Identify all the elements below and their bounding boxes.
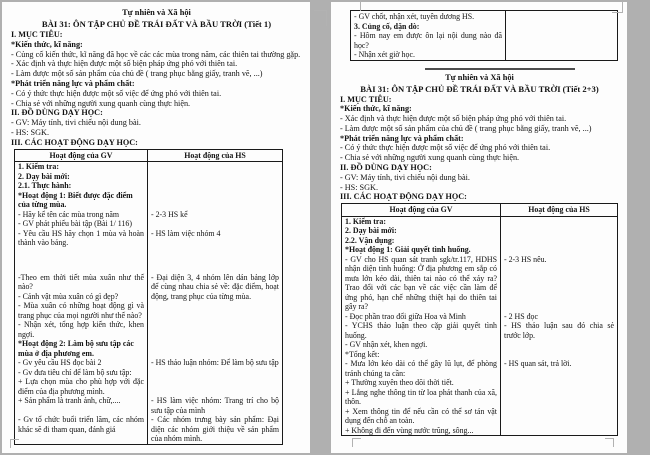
table-row — [15, 339, 282, 358]
doc-line: II. ĐỒ DÙNG DẠY HỌC: — [340, 163, 432, 173]
doc-line: - Làm được một số sản phẩm của chủ đề ( trang phục bằng giấy, tranh vẽ, ...) — [11, 69, 263, 79]
doc-line: - 2-3 HS nêu. — [504, 254, 547, 264]
doc-line: -Theo em thời tiết mùa xuân như thế nào? — [18, 272, 144, 292]
doc-line: - Chia sẻ với những người xung quanh cùng thực hiện. — [11, 98, 191, 108]
crop-mark — [360, 0, 361, 11]
page2-subject-heading: Tự nhiên và Xã hội — [445, 72, 514, 82]
doc-line: + Sản phẩm là tranh ảnh, chữ,.... — [18, 396, 121, 406]
lesson-divider-rule — [425, 68, 575, 70]
doc-line: + Xem thông tin để nếu cần có thể sơ tán vật dụng đến chỗ an toàn. — [345, 406, 497, 426]
doc-line: - Xác định và thực hiện được một số biện pháp ứng phó với thiên tai. — [11, 59, 238, 69]
page1-subject-heading: Tự nhiên và Xã hội — [122, 8, 191, 17]
doc-line: - Mùa xuân có những hoạt động gì và trang phục của mọi người như thế nào? — [18, 301, 144, 320]
doc-line: - Đại diện 3, 4 nhóm lên dán bảng lớp để cùng nhau chia sẻ về: đặc điểm, hoạt động, trang phục của từng mùa. — [151, 272, 279, 301]
doc-line: - GV nhận xét, khen ngợi. — [345, 340, 428, 350]
gv-cell — [15, 396, 148, 415]
gv-header-cell: Hoạt động của GV — [342, 204, 501, 216]
hs-header-cell: Hoạt động của HS — [528, 205, 590, 215]
doc-line: II. ĐỒ DÙNG DẠY HỌC: — [11, 108, 103, 118]
doc-line: - Có ý thức thực hiện được một số việc để ứng phó với thiên tai. — [340, 143, 551, 153]
doc-line: + Thường xuyên theo dõi thời tiết. — [345, 378, 454, 388]
doc-line: *Hoạt động 1: Biết được đặc điểm của từng mùa. — [18, 190, 133, 210]
doc-line: - HS làm việc nhóm 4 — [151, 228, 221, 238]
gv-cell — [15, 229, 148, 248]
doc-line: *Phát triển năng lực và phẩm chất: — [340, 133, 464, 143]
table-row — [15, 368, 282, 397]
doc-line: I. MỤC TIÊU: — [11, 30, 63, 39]
page-2 — [331, 2, 627, 453]
table-row — [15, 396, 282, 415]
page2-continuation-table — [350, 10, 618, 61]
hs-cell — [501, 312, 617, 322]
gv-cell — [342, 359, 501, 435]
doc-line: - GV cho HS quan sát tranh sgk/tr.117, HDHS nhận diện tình huống: Ở địa phương em sắp có mưa lớn kéo dài, thiên tai nào có thể xảy ra? Trao đổi với các bạn về các việc cần làm để ứng phó, hạn chế những thiệt hại do thiên tai gây ra? — [345, 254, 497, 312]
table-row — [15, 162, 282, 210]
hs-cell — [148, 396, 282, 415]
crop-mark — [10, 439, 11, 448]
doc-line: *Phát triển năng lực và phẩm chất: — [11, 78, 135, 88]
table-row — [342, 255, 617, 312]
doc-line: 2. Dạy bài mới: — [345, 226, 397, 236]
crop-mark — [613, 438, 614, 447]
doc-line: *Kiến thức, kĩ năng: — [340, 104, 412, 114]
doc-line: 1. Kiểm tra: — [345, 216, 386, 226]
doc-line: - Nhận xét, tổng hợp kiến thức, khen ngợi. — [18, 320, 144, 339]
doc-line: - GV phát phiếu bài tập (Bài 1/ 116) — [18, 219, 132, 229]
gv-cell — [15, 358, 148, 368]
hs-cell — [148, 339, 282, 358]
doc-line — [18, 255, 144, 265]
table-row — [15, 210, 282, 220]
page1-activities-table — [14, 149, 283, 445]
table-row — [15, 219, 282, 229]
doc-line: - Làm được một số sản phẩm của chủ đề ( trang phục bằng giấy, tranh vẽ, ...) — [340, 123, 592, 133]
doc-line: - Củng cố kiến thức, kĩ năng đã học về các các mùa trong năm, các thiên tai thường gặp. — [11, 49, 301, 59]
doc-line: I. MỤC TIÊU: — [340, 94, 392, 104]
doc-line: 1. Kiểm tra: — [18, 162, 59, 172]
gv-cell — [351, 11, 506, 60]
hs-cell — [148, 368, 282, 397]
page-2-content — [331, 2, 627, 436]
doc-line: 2. Dạy bài mới: — [18, 171, 70, 181]
doc-line: *Tổng kết: — [345, 349, 380, 359]
gv-header-cell: Hoạt động của GV — [15, 150, 148, 162]
doc-line: - Có ý thức thực hiện được một số việc để ứng phó với thiên tai. — [11, 88, 222, 98]
table-header-row — [15, 150, 282, 163]
doc-line: *Kiến thức, kĩ năng: — [11, 39, 83, 49]
doc-line: - Đọc phần trao đổi giữa Hoa và Minh — [345, 311, 466, 321]
gv-cell — [15, 219, 148, 229]
hs-cell — [501, 340, 617, 359]
doc-line: - Gv yêu cầu HS đọc bài 2 — [18, 358, 102, 368]
doc-line: - Gv đưa tiêu chí để làm bộ sưu tập: — [18, 367, 132, 377]
hs-cell — [148, 219, 282, 229]
doc-line: III. CÁC HOẠT ĐỘNG DẠY HỌC: — [11, 137, 138, 147]
gv-cell — [15, 368, 148, 397]
table-row — [351, 11, 617, 60]
table-row — [15, 229, 282, 248]
page-1 — [2, 2, 310, 453]
hs-cell — [148, 248, 282, 340]
crop-mark — [10, 439, 19, 440]
doc-line: - Gv tổ chức buổi triển lãm, các nhóm khác sẽ đi tham quan, đánh giá — [18, 415, 144, 434]
doc-line: 3. Củng cố, dặn dò: — [354, 21, 420, 31]
doc-line: - HS quan sát, trả lời. — [504, 359, 572, 369]
doc-line: - Các nhóm trưng bày sản phẩm: Đại diện các nhóm giới thiệu về sản phẩm của nhóm mình. — [151, 415, 279, 444]
table-row — [342, 312, 617, 322]
hs-cell — [148, 358, 282, 368]
page-1-content — [2, 2, 310, 445]
table-row — [342, 321, 617, 340]
doc-line: *Hoạt động 2: Làm bộ sưu tập các mùa ở địa phương em. — [18, 339, 134, 358]
gv-cell — [342, 255, 501, 312]
doc-line: - HS thảo luận nhóm: Để làm bộ sưu tập — [151, 358, 279, 368]
doc-line: 2.2. Vận dụng: — [345, 235, 395, 245]
doc-line: - YCHS thảo luận theo cặp giải quyết tình huống. — [345, 321, 497, 340]
gv-cell — [342, 321, 501, 340]
doc-line: - HS thảo luận sau đó chia sẻ trước lớp. — [504, 321, 614, 340]
hs-header-cell: Hoạt động của HS — [184, 150, 246, 160]
doc-line: - HS: SGK. — [11, 127, 49, 137]
table-row — [342, 340, 617, 359]
gv-cell — [342, 340, 501, 359]
doc-line: - Chia sẻ với những người xung quanh cùng thực hiện. — [340, 153, 520, 163]
doc-line — [151, 255, 279, 265]
doc-line: - Cảnh vật mùa xuân có gì đẹp? — [18, 291, 119, 301]
hs-cell — [148, 415, 282, 444]
doc-line: - Hôm nay em được ôn lại nội dung nào đã học? — [354, 31, 502, 50]
doc-line: - Nhận xét giờ học. — [354, 50, 415, 59]
doc-line: - Yêu cầu HS hãy chọn 1 mùa và hoàn thành vào bảng. — [18, 228, 144, 248]
gv-cell — [342, 312, 501, 322]
crop-mark — [326, 10, 327, 26]
table-row — [15, 358, 282, 368]
page2-activities-table — [341, 203, 618, 436]
table-row — [342, 217, 617, 255]
doc-line: *Hoạt động 1: Giải quyết tình huống. — [345, 245, 471, 255]
doc-line: + Lắng nghe thông tin từ loa phát thanh của xã, thôn. — [345, 387, 497, 407]
gv-cell — [15, 248, 148, 340]
table-row — [342, 359, 617, 435]
hs-cell — [148, 229, 282, 248]
doc-line: 2.1. Thực hành: — [18, 181, 72, 191]
hs-cell — [501, 217, 617, 255]
hs-cell — [148, 210, 282, 220]
doc-line: - 2 HS đọc — [504, 311, 538, 321]
table-row — [15, 248, 282, 340]
doc-line: - HS làm việc nhóm: Trang trí cho bộ sưu tập của mình — [151, 396, 279, 415]
gv-cell — [15, 339, 148, 358]
doc-line: - Xác định và thực hiện được một số biện pháp ứng phó với thiên tai. — [340, 114, 567, 124]
page1-intro-section — [11, 30, 302, 148]
doc-line: - Mưa lớn kéo dài có thể gây lũ lụt, để phòng tránh chúng ta cần: — [345, 359, 497, 378]
gv-cell — [15, 162, 148, 210]
hs-cell — [501, 321, 617, 340]
doc-line: + Không đi đến vùng nước trũng, sông... — [345, 425, 474, 435]
table-row — [15, 415, 282, 444]
crop-mark — [352, 438, 361, 439]
hs-cell — [501, 359, 617, 435]
gv-cell — [15, 415, 148, 444]
doc-line: - GV: Máy tính, tivi chiếu nội dung bài. — [11, 118, 141, 128]
doc-line: + Lựa chọn mùa cho phù hợp với đặc điểm của địa phương mình. — [18, 377, 144, 396]
crop-mark — [622, 1, 623, 13]
doc-line: - GV: Máy tính, tivi chiếu nội dung bài. — [340, 172, 470, 182]
page1-lesson-title: BÀI 31: ÔN TẬP CHỦ ĐỀ TRÁI ĐẤT VÀ BẦU TRỜI (Tiết 1) — [41, 19, 272, 29]
doc-line: - HS: SGK. — [340, 182, 378, 192]
table-header-row — [342, 204, 617, 217]
crop-mark — [352, 438, 353, 447]
hs-cell — [506, 11, 617, 60]
gv-cell — [342, 217, 501, 255]
hs-cell — [148, 162, 282, 210]
doc-line: - GV chốt, nhận xét, tuyên dương HS. — [354, 12, 475, 21]
page2-lesson-title: BÀI 31: ÔN TẬP CHỦ ĐỀ TRÁI ĐẤT VÀ BẦU TRỜI (Tiết 2+3) — [360, 83, 599, 94]
doc-line: III. CÁC HOẠT ĐỘNG DẠY HỌC: — [340, 192, 467, 202]
page2-intro-section — [340, 95, 619, 203]
hs-cell — [501, 255, 617, 312]
gv-cell — [15, 210, 148, 220]
doc-line: - 2-3 HS kể — [151, 209, 188, 219]
doc-line: - Hãy kể tên các mùa trong năm — [18, 209, 120, 219]
